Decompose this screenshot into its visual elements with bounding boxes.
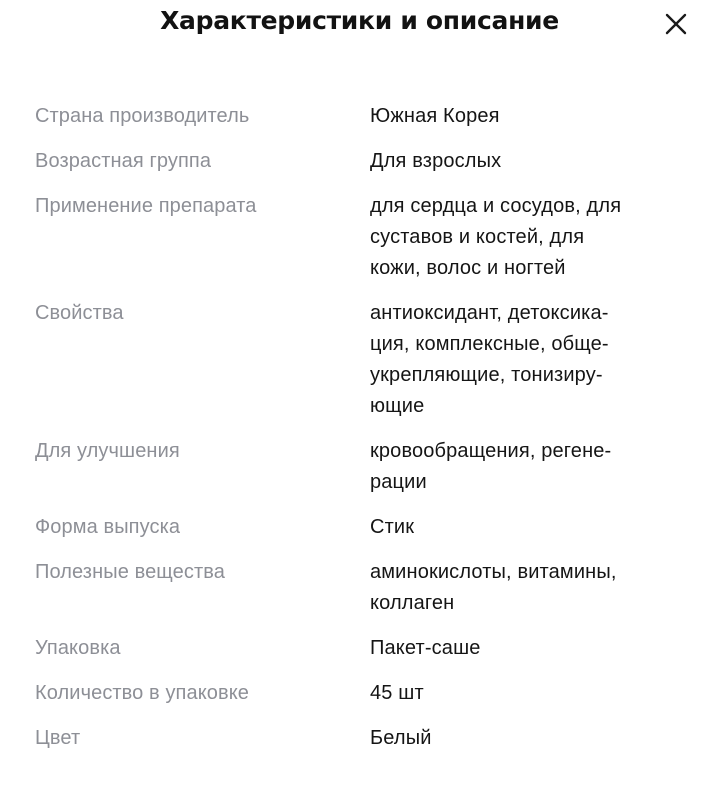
spec-key: Для улучшения xyxy=(35,440,180,462)
spec-value-line: кожи, волос и ногтей xyxy=(370,257,566,279)
spec-row-application xyxy=(35,191,695,284)
spec-value xyxy=(370,146,695,177)
spec-row-properties xyxy=(35,298,695,422)
close-icon xyxy=(658,6,694,42)
spec-value-line: ция, комплексные, обще- xyxy=(370,333,609,355)
spec-value xyxy=(370,436,695,498)
spec-value-line: Южная Корея xyxy=(370,105,500,127)
spec-value-line: ющие xyxy=(370,395,425,417)
spec-value xyxy=(370,191,695,284)
spec-value xyxy=(370,298,695,422)
spec-row-form xyxy=(35,512,695,543)
spec-value xyxy=(370,633,695,664)
spec-value-line: для сердца и сосудов, для xyxy=(370,195,622,217)
spec-value xyxy=(370,723,695,754)
spec-value-line: рации xyxy=(370,471,427,493)
spec-value xyxy=(370,101,695,132)
spec-row-country xyxy=(35,101,695,132)
spec-key: Форма выпуска xyxy=(35,516,181,538)
spec-value-line: антиоксидант, детоксика- xyxy=(370,302,609,324)
spec-value-line: аминокислоты, витамины, xyxy=(370,561,617,583)
spec-value-line: Пакет-саше xyxy=(370,637,481,659)
spec-value-line: Стик xyxy=(370,516,415,538)
characteristics-list xyxy=(35,101,695,768)
spec-value xyxy=(370,557,695,619)
spec-value xyxy=(370,678,695,709)
spec-key: Страна производитель xyxy=(35,105,250,127)
spec-key: Полезные вещества xyxy=(35,561,225,583)
spec-value-line: Белый xyxy=(370,727,432,749)
modal-title: Характеристики и описание xyxy=(160,6,559,35)
spec-row-substances xyxy=(35,557,695,619)
close-button[interactable] xyxy=(658,6,694,42)
spec-key: Применение препарата xyxy=(35,195,257,217)
spec-value-line: кровообращения, регене- xyxy=(370,440,612,462)
spec-key: Количество в упаковке xyxy=(35,682,250,704)
spec-row-age-group xyxy=(35,146,695,177)
spec-value xyxy=(370,512,695,543)
spec-key: Цвет xyxy=(35,727,81,749)
spec-value-line: 45 шт xyxy=(370,682,424,704)
spec-key: Свойства xyxy=(35,302,124,324)
spec-row-packaging xyxy=(35,633,695,664)
spec-row-color xyxy=(35,723,695,754)
spec-value-line: коллаген xyxy=(370,592,455,614)
spec-row-quantity xyxy=(35,678,695,709)
spec-value-line: Для взрослых xyxy=(370,150,502,172)
spec-key: Возрастная группа xyxy=(35,150,212,172)
spec-value-line: укрепляющие, тонизиру- xyxy=(370,364,603,386)
spec-row-improvement xyxy=(35,436,695,498)
spec-key: Упаковка xyxy=(35,637,121,659)
spec-value-line: суставов и костей, для xyxy=(370,226,585,248)
modal-header xyxy=(0,0,719,60)
